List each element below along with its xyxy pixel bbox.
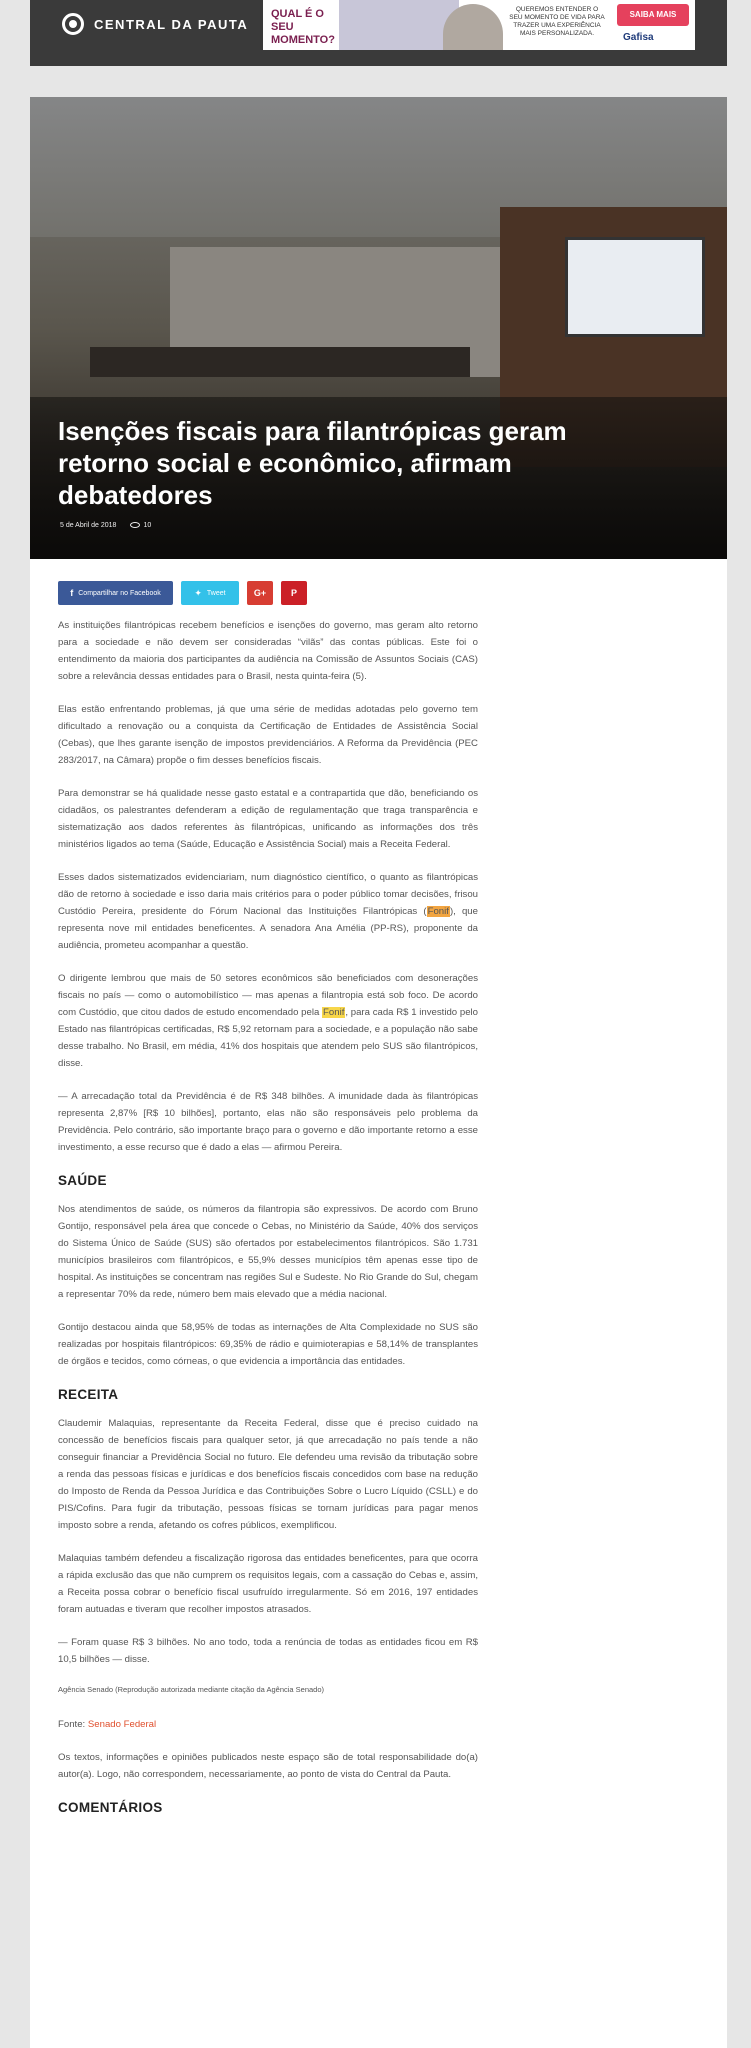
article-title: Isenções fiscais para filantrópicas geram retorno social e econômico, afirmam debatedores — [58, 416, 567, 510]
paragraph — [58, 869, 478, 954]
facebook-icon: f — [70, 588, 74, 598]
hero-table — [90, 347, 470, 377]
site-header — [30, 0, 727, 66]
logo-text: CENTRAL DA PAUTA — [94, 16, 249, 32]
paragraph: As instituições filantrópicas recebem benefícios e isenções do governo, mas geram alto retorno para a sociedade e não devem ser consideradas “vilãs” das contas públicas. Este foi o entendimento da maioria dos participantes da audiência na Comissão de Assuntos Sociais (CAS) sobre a relevância dessas entidades para o Brasil, nesta quinta-feira (5). — [58, 620, 478, 682]
article-date: 5 de Abril de 2018 — [60, 522, 117, 529]
site-logo[interactable] — [62, 13, 248, 35]
ad-cta-button[interactable]: SAIBA MAIS — [617, 4, 689, 26]
view-count-value: 10 — [143, 522, 152, 529]
paragraph-text: ), que representa nove mil entidades beneficentes. A senadora Ana Amélia (PP-RS), proponente da audiência, prometeu acompanhar a questão. — [58, 906, 478, 951]
source-link[interactable]: Senado Federal — [87, 1719, 157, 1730]
highlight-fonif: Fonif — [427, 906, 449, 917]
highlight-fonif: Fonif — [323, 1007, 345, 1018]
disclaimer: Os textos, informações e opiniões publicados neste espaço são de total responsabilidade do(a) autor(a). Logo, não correspondem, necessariamente, ao ponto de vista do Central da Pauta. — [58, 1752, 478, 1780]
share-buttons — [58, 581, 307, 605]
banner-ad[interactable] — [263, 0, 695, 50]
paragraph-text: O dirigente lembrou que mais de 50 setores econômicos são beneficiados com desonerações fiscais no país — como o automobilístico — mas apenas a filantropia está sob foco. De acordo com Custódio, que citou dados de estudo encomendado pela — [58, 973, 478, 1018]
google-plus-icon: G+ — [253, 588, 267, 598]
hero-image — [30, 97, 727, 559]
source-label: Fonte: — [58, 1719, 88, 1730]
article-meta — [60, 522, 151, 529]
hero-projection-screen — [565, 237, 705, 337]
view-count — [130, 522, 151, 529]
source-line — [58, 1716, 478, 1733]
pinterest-icon: P — [290, 588, 297, 598]
comments-heading: COMENTÁRIOS — [58, 1800, 163, 1815]
share-facebook-label: Compartilhar no Facebook — [78, 589, 161, 597]
twitter-icon: ✦ — [194, 587, 202, 598]
section-heading-receita: RECEITA — [58, 1387, 119, 1402]
share-twitter-button[interactable] — [181, 581, 239, 605]
ad-question: QUAL É O SEU MOMENTO? — [271, 8, 335, 46]
share-google-button[interactable] — [247, 581, 273, 605]
ad-small-text: QUEREMOS ENTENDER O SEU MOMENTO DE VIDA PARA TRAZER UMA EXPERIÊNCIA MAIS PERSONALIZADA. — [509, 6, 605, 37]
share-facebook-button[interactable] — [58, 581, 173, 605]
share-pinterest-button[interactable] — [281, 581, 307, 605]
paragraph: Malaquias também defendeu a fiscalização rigorosa das entidades beneficentes, para que ocorra a rápida exclusão das que não cumprem os requisitos legais, com a cassação do Cebas e, assim, a Receita possa cobrar o benefício fiscal usufruído irregularmente. Só em 2016, 197 entidades foram autuadas e tiveram que recolher impostos atrasados. — [58, 1553, 478, 1615]
paragraph: Claudemir Malaquias, representante da Receita Federal, disse que é preciso cuidado na concessão de benefícios fiscais para qualquer setor, já que arrecadação no país tende a não conseguir financiar a Previdência Social no futuro. Ele defendeu uma revisão da tributação sobre a renda das pessoas físicas e jurídicas e dos benefícios fiscais concedidos com base na redução do Imposto de Renda da Pessoa Jurídica e das Contribuições Sobre o Lucro Líquido (CSLL) e do PIS/Cofins. Para fugir da tributação, pessoas físicas se tornam jurídicas para pagar menos imposto sobre a renda, afetando os cofres públicos, exemplificou. — [58, 1418, 478, 1531]
paragraph: Elas estão enfrentando problemas, já que uma série de medidas adotadas pelo governo tem dificultado a renovação ou a conquista da Certificação de Entidades de Assistência Social (Cebas), que lhes garante isenção de impostos previdenciários. A Reforma da Previdência (PEC 283/2017, na Câmara) propõe o fim desses benefícios fiscais. — [58, 704, 478, 766]
paragraph: Para demonstrar se há qualidade nesse gasto estatal e a contrapartida que dão, beneficiando os cidadãos, os palestrantes defenderam a edição de regulamentação que traga transparência e sistematização aos dados referentes às filantrópicas, unificando as informações dos três ministérios ligados ao tema (Saúde, Educação e Assistência Social) mais a Receita Federal. — [58, 788, 478, 850]
article-body — [58, 617, 478, 1828]
article-card — [30, 97, 727, 2048]
paragraph-text: Esses dados sistematizados evidenciariam, num diagnóstico científico, o quanto as filantrópicas dão de retorno à sociedade e isso daria mais critérios para o poder público tomar decisões, frisou Custódio Pereira, presidente do Fórum Nacional das Instituições Filantrópicas ( — [58, 872, 478, 917]
ad-brand-logo: Gafisa — [623, 32, 654, 43]
paragraph-text: , para cada R$ 1 investido pelo Estado nas filantrópicas certificadas, R$ 5,92 retornam para a sociedade, e a população não sabe desse trabalho. No Brasil, em média, 41% dos hospitais que atendem pelo SUS são filantrópicos, disse. — [58, 1007, 479, 1069]
paragraph — [58, 970, 478, 1072]
logo-icon — [62, 13, 84, 35]
paragraph: Nos atendimentos de saúde, os números da filantropia são expressivos. De acordo com Bruno Gontijo, responsável pela área que concede o Cebas, no Ministério da Saúde, 40% dos serviços do Sistema Único de Saúde (SUS) são ofertados por estabelecimentos filantrópicos. São 1.731 municípios brasileiros com filantrópicos, e 55,9% desses municípios têm apenas esse tipo de hospital. As instituições se concentram nas regiões Sul e Sudeste. No Rio Grande do Sul, chegam a representar 70% da rede, número bem mais elevado que a média nacional. — [58, 1204, 478, 1300]
section-heading-saude: SAÚDE — [58, 1173, 107, 1188]
ad-person-image — [443, 4, 503, 50]
paragraph: — A arrecadação total da Previdência é de R$ 348 bilhões. A imunidade dada às filantrópicas representa 2,87% [R$ 10 bilhões], portanto, elas não são responsáveis pelo problema da Previdência. Pelo contrário, são importante braço para o governo e dão importante retorno a esse investimento, a esse recurso que é dado a elas — afirmou Pereira. — [58, 1091, 478, 1153]
paragraph: — Foram quase R$ 3 bilhões. No ano todo, toda a renúncia de todas as entidades ficou em R$ 10,5 bilhões — disse. — [58, 1637, 478, 1665]
ad-background-image — [339, 0, 459, 50]
share-twitter-label: Tweet — [206, 589, 226, 597]
paragraph: Gontijo destacou ainda que 58,95% de todas as internações de Alta Complexidade no SUS são realizadas por hospitais filantrópicos: 69,35% de rádio e quimioterapias e 58,14% de transplantes de órgãos e tecidos, como córneas, o que evidencia a importância das entidades. — [58, 1322, 478, 1367]
eye-icon — [130, 522, 140, 528]
agency-credit: Agência Senado (Reprodução autorizada mediante citação da Agência Senado) — [58, 1685, 325, 1694]
